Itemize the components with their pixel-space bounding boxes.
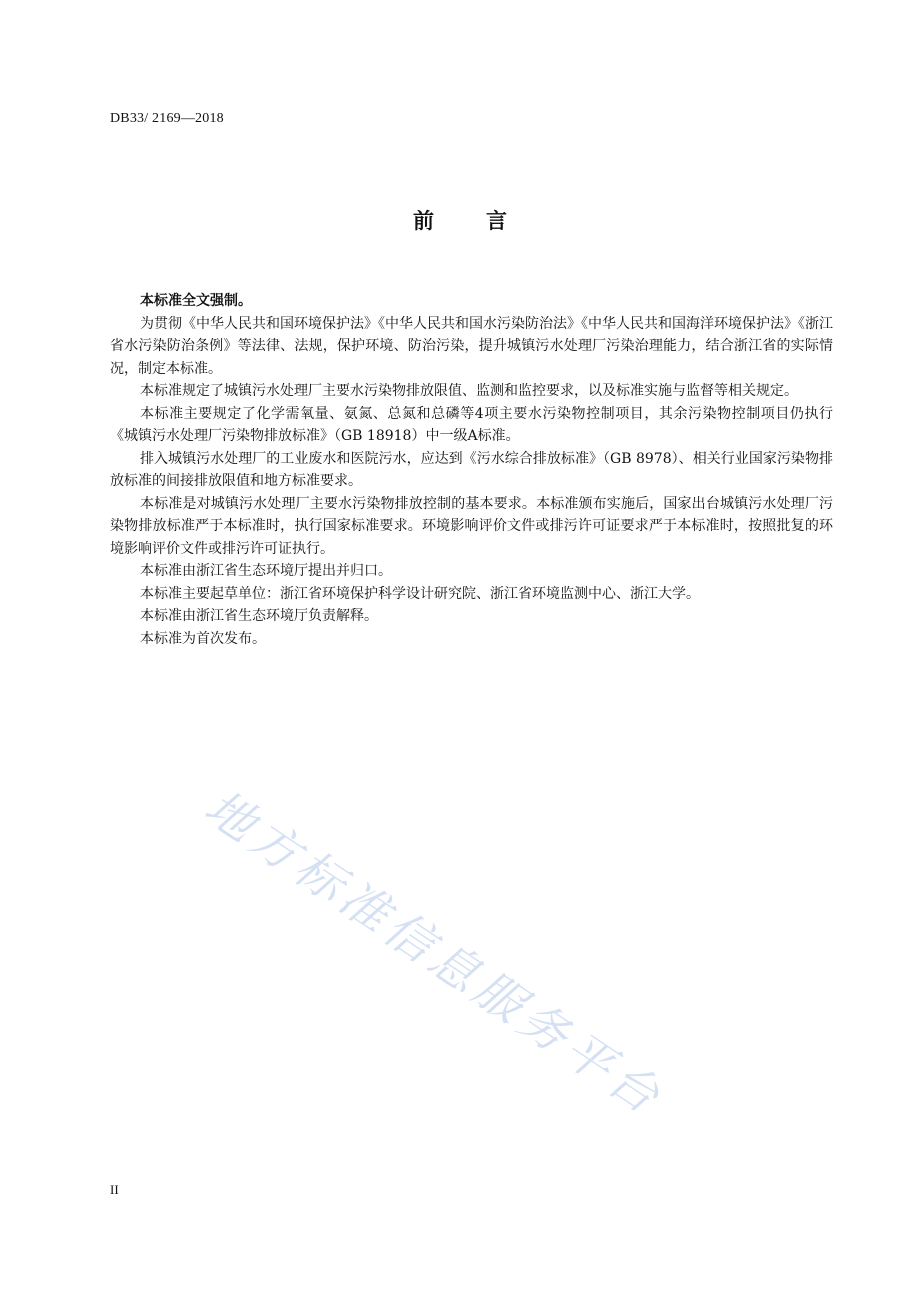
paragraph: 本标准是对城镇污水处理厂主要水污染物排放控制的基本要求。本标准颁布实施后，国家出台城镇污水处理厂污染物排放标准严于本标准时，执行国家标准要求。环境影响评价文件或排污许可证要求严于本标准时，按照批复的环境影响评价文件或排污许可证执行。 (110, 495, 833, 557)
paragraph: 本标准规定了城镇污水处理厂主要水污染物排放限值、监测和监控要求，以及标准实施与监督等相关规定。 (140, 383, 798, 399)
paragraph: 本标准主要起草单位：浙江省环境保护科学设计研究院、浙江省环境监测中心、浙江大学。 (140, 585, 700, 602)
page-title (0, 205, 920, 235)
paragraph: 本标准主要规定了化学需氧量、氨氮、总氮和总磷等4项主要水污染物控制项目，其余污染物控制项目仍执行《城镇污水处理厂污染物排放标准》（GB 18918）中一级A标准。 (110, 405, 833, 444)
paragraph-mandatory-notice: 本标准全文强制。 (140, 293, 252, 309)
watermark: 地方标准信息服务平台 (194, 779, 674, 1128)
paragraph: 排入城镇污水处理厂的工业废水和医院污水，应达到《污水综合排放标准》（GB 8978）、相关行业国家污染物排放标准的间接排放限值和地方标准要求。 (110, 450, 833, 489)
paragraph: 本标准由浙江省生态环境厅负责解释。 (140, 608, 378, 624)
paragraph: 本标准由浙江省生态环境厅提出并归口。 (140, 563, 392, 579)
page-number: II (110, 1182, 119, 1197)
title-char-2: 言 (486, 209, 507, 233)
paragraph: 为贯彻《中华人民共和国环境保护法》《中华人民共和国水污染防治法》《中华人民共和国海洋环境保护法》《浙江省水污染防治条例》等法律、法规，保护环境、防治污染，提升城镇污水处理厂污染治理能力，结合浙江省的实际情况，制定本标准。 (110, 315, 833, 377)
document-id: DB33/ 2169—2018 (110, 111, 224, 126)
title-char-1: 前 (413, 209, 434, 233)
paragraph: 本标准为首次发布。 (140, 630, 266, 647)
foreword-body (110, 290, 833, 650)
